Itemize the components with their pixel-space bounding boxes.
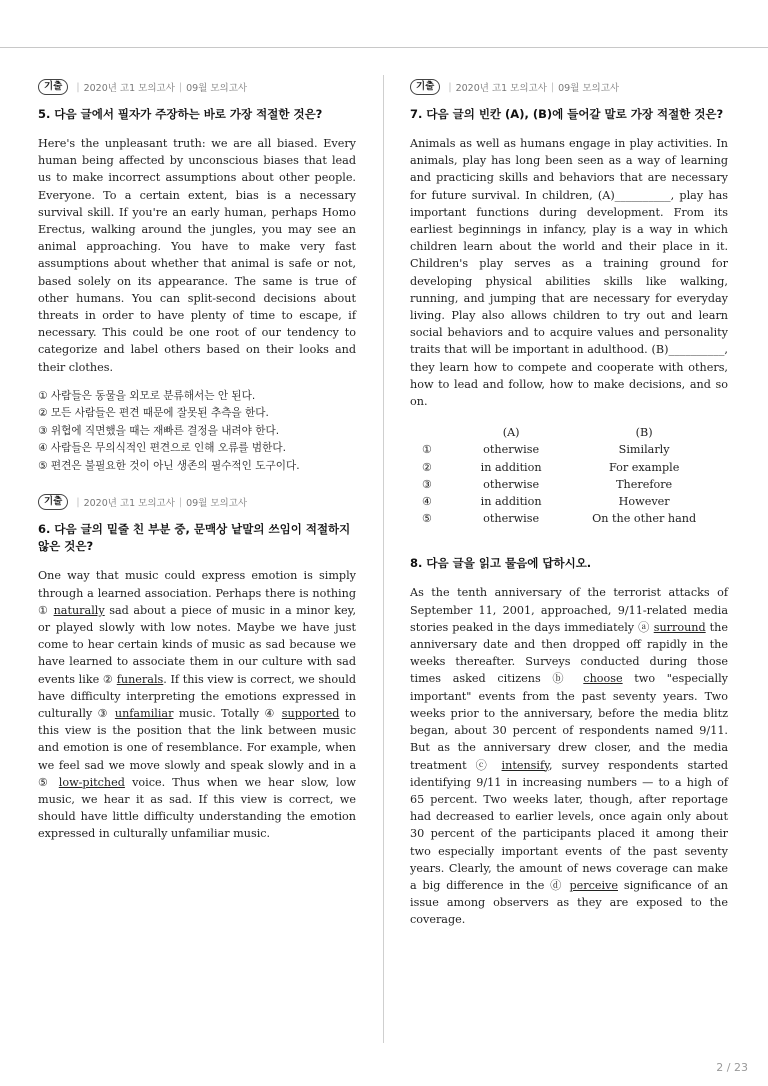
underlined-word-b: choose [583,672,623,686]
underlined-word-1: naturally [53,603,105,617]
header-rule [0,47,768,48]
source-badge: 기출 [410,79,440,95]
table-row: ④ in addition However [422,495,670,509]
table-row: ② in addition For example [422,460,680,474]
source-month: 09월 모의고사 [186,498,248,510]
table-row: ⑤ otherwise On the other hand [422,512,697,526]
underlined-word-5: low-pitched [58,775,125,789]
source-badge: 기출 [38,79,68,95]
question-7-title: 7. 다음 글의 빈칸 (A), (B)에 들어갈 말로 가장 적절한 것은? [410,107,724,121]
answer-table [410,424,728,527]
choice-2: ② 모든 사람들은 편견 때문에 잘못된 추측을 한다. [38,407,269,420]
question-7-source: 기출 | 2020년 고1 모의고사 | 09월 모의고사 [410,78,728,96]
source-month: 09월 모의고사 [558,83,620,94]
question-5-title: 5. 다음 글에서 필자가 주장하는 바로 가장 적절한 것은? [38,107,323,121]
question-8-passage: As the tenth anniversary of the terrorist attacks of September 11, 2001, approached, 9/11-related media stories peaked in the days immediately ⓐ surround the anniversary date and then dropped off rapidly in the weeks thereafter. Surveys conducted during those times asked citizens ⓑ choose two "especially important" events from the past seventy years. Two weeks prior to the anniversary, before the media blitz began, about 30 percent of respondents named 9/11. But as the anniversary drew closer, and the media treatment ⓒ intensify, survey respondents started identifying 9/11 in increasing numbers — to a high of 65 percent. Two weeks later, though, after reportage had decreased to earlier levels, once again only about 30 percent of the participants placed it among their two especially important events of the past seventy years. Clearly, the amount of news coverage can make a big difference in the ⓓ perceive significance of an issue among observers as they are exposed to the coverage. [410,586,729,927]
source-year: 2020년 고1 모의고사 [83,83,175,94]
column-a-header: (A) [502,426,520,440]
question-5-choices [38,388,356,476]
underlined-word-3: unfamiliar [114,706,174,720]
table-row: ③ otherwise Therefore [422,477,673,491]
source-month: 09월 모의고사 [186,83,248,94]
question-7-passage: Animals as well as humans engage in play activities. In animals, play has long been seen as a way of learning and practicing skills and behaviors that are necessary for future survival. In children, (A)__________, play has important functions during development. From its earliest beginnings in infancy, play is a way in which children learn about the world and their place in it. Children's play serves as a training ground for developing physical abilities skills like walking, running, and jumping that are necessary for everyday living. Play also allows children to try out and learn social behaviors and to acquire values and personality traits that will be important in adulthood. (B)__________, they learn how to compete and cooperate with others, how to lead and follow, how to make decisions, and so on. [410,137,728,409]
underlined-word-2: funerals [116,672,164,686]
source-badge: 기출 [38,494,68,510]
underlined-word-c: intensify [501,758,549,772]
choice-4: ④ 사람들은 무의식적인 편견으로 인해 오류를 범한다. [38,442,286,455]
underlined-word-d: perceive [569,878,618,892]
question-5-passage: Here's the unpleasant truth: we are all biased. Every human being affected by unconscious biases that lead us to make incorrect assumptions about other people. Everyone. To a certain extent, bias is a necessary survival skill. If you're an early human, perhaps Homo Erectus, walking around the jungles, you may see an animal approaching. You have to make very fast assumptions about whether that animal is safe or not, based solely on its appearance. The same is true of other humans. You can split-second decisions about threats in order to have plenty of time to escape, if necessary. This could be one root of our tendency to categorize and label others based on their looks and their clothes. [38,137,356,374]
choice-5: ⑤ 편견은 불필요한 것이 아닌 생존의 필수적인 도구이다. [38,459,300,472]
question-8-title: 8. 다음 글을 읽고 물음에 답하시오. [410,556,592,571]
question-6-title: 6. 다음 글의 밑줄 친 부분 중, 문맥상 낱말의 쓰임이 적절하지 않은 것은? [38,522,351,554]
right-column [410,78,728,929]
underlined-word-4: supported [281,706,340,720]
table-row: ① otherwise Similarly [422,443,670,457]
answer-table-header [410,424,728,441]
column-divider [383,75,384,1043]
left-column [38,78,356,843]
question-6-passage: One way that music could express emotion is simply through a learned association. Perhaps there is nothing ① naturally sad about a piece of music in a minor key, or played slowly with low notes. Maybe we have just come to hear certain kinds of music as sad because we have learned to associate them in our culture with sad events like ② funerals. If this view is correct, we should have difficulty interpreting the emotions expressed in culturally ③ unfamiliar music. Totally ④ supported to this view is the position that the link between music and emotion is one of resemblance. For example, when we feel sad we move slowly and speak slowly and in a ⑤ low-pitched voice. Thus when we hear slow, low music, we hear it as sad. If this view is correct, we should have little difficulty understanding the emotion expressed in culturally unfamiliar music. [38,569,357,841]
page-number: 2 / 23 [716,1061,748,1074]
column-b-header: (B) [635,426,653,440]
question-5-source: 기출 | 2020년 고1 모의고사 | 09월 모의고사 [38,78,356,96]
source-year: 2020년 고1 모의고사 [455,83,547,94]
choice-1: ① 사람들은 동물을 외모로 분류해서는 안 된다. [38,389,256,402]
question-6-source: 기출 | 2020년 고1 모의고사 | 09월 모의고사 [38,493,356,511]
source-year: 2020년 고1 모의고사 [83,498,175,510]
choice-3: ③ 위협에 직면했을 때는 재빠른 결정을 내려야 한다. [38,424,280,437]
underlined-word-a: surround [653,620,706,634]
